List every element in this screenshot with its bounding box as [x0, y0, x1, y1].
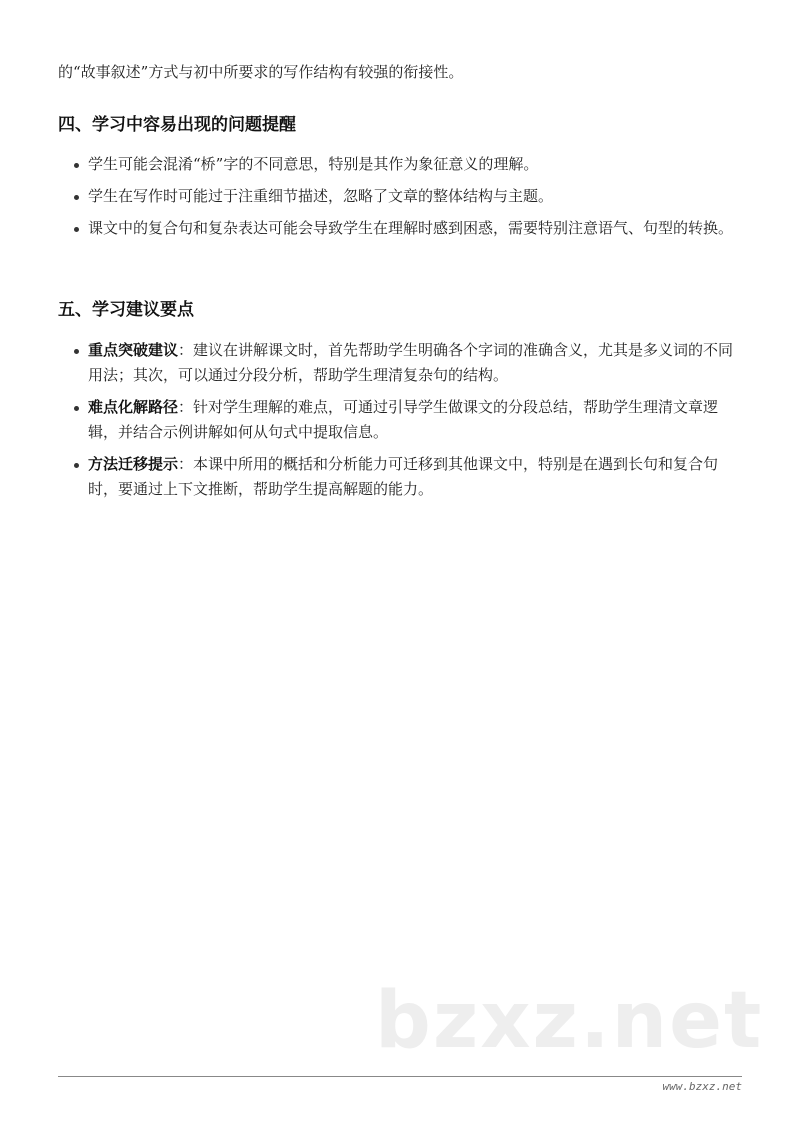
list-item-text: 课文中的复合句和复杂表达可能会导致学生在理解时感到困惑，需要特别注意语气、句型的转换。 — [88, 219, 734, 237]
bullet-icon — [74, 406, 79, 411]
list-item — [72, 452, 742, 502]
list-item — [72, 216, 742, 241]
footer-url: www.bzxz.net — [662, 1080, 742, 1093]
section-5-heading: 五、学习建议要点 — [58, 300, 194, 320]
list-item — [72, 395, 742, 445]
list-item — [72, 184, 742, 209]
section-4-heading: 四、学习中容易出现的问题提醒 — [58, 115, 296, 135]
list-item-text: ：本课中所用的概括和分析能力可迁移到其他课文中，特别是在遇到长句和复合句时，要通过上下文推断，帮助学生提高解题的能力。 — [88, 455, 719, 498]
bullet-icon — [74, 163, 79, 168]
list-item-term: 重点突破建议 — [88, 341, 179, 359]
list-item-term: 难点化解路径 — [88, 398, 179, 416]
list-item — [72, 152, 742, 177]
list-item-text: 学生可能会混淆“桥”字的不同意思，特别是其作为象征意义的理解。 — [88, 155, 539, 173]
list-item-text: ：针对学生理解的难点，可通过引导学生做课文的分段总结，帮助学生理清文章逻辑，并结合示例讲解如何从句式中提取信息。 — [88, 398, 719, 441]
bullet-icon — [74, 227, 79, 232]
list-item-term: 方法迁移提示 — [88, 455, 179, 473]
list-item-text: ：建议在讲解课文时，首先帮助学生明确各个字词的准确含义，尤其是多义词的不同用法；其次，可以通过分段分析，帮助学生理清复杂句的结构。 — [88, 341, 734, 384]
bullet-icon — [74, 349, 79, 354]
footer-divider — [58, 1076, 742, 1077]
watermark: bzxz.net — [375, 976, 764, 1066]
bullet-icon — [74, 195, 79, 200]
list-item-text: 学生在写作时可能过于注重细节描述，忽略了文章的整体结构与主题。 — [88, 187, 554, 205]
section-5-list — [72, 338, 742, 509]
list-item — [72, 338, 742, 388]
bullet-icon — [74, 463, 79, 468]
section-4-list — [72, 152, 742, 248]
intro-paragraph: 的“故事叙述”方式与初中所要求的写作结构有较强的衔接性。 — [58, 63, 464, 81]
